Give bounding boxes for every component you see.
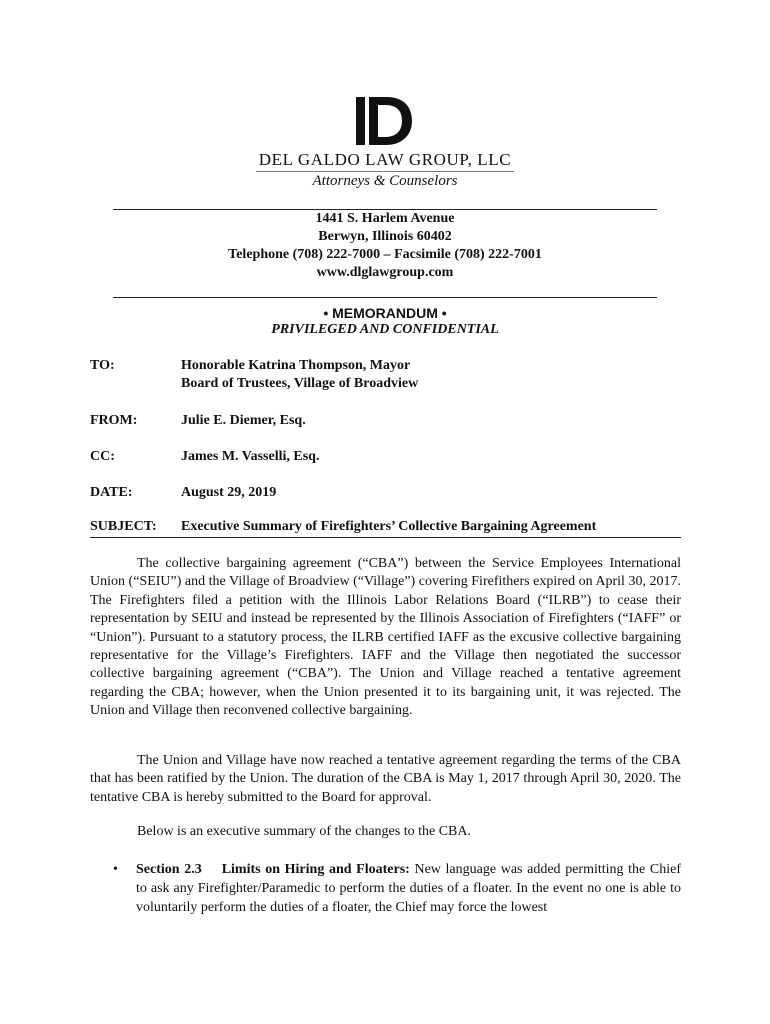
date-value: August 29, 2019 [181,485,277,500]
memo-title: • MEMORANDUM • [323,305,447,321]
firm-name: DEL GALDO LAW GROUP, LLC [258,150,512,169]
body-paragraph-3: Below is an executive summary of the changes to the CBA. [137,824,471,839]
summary-bullet-1 [136,860,681,917]
cc-value: James M. Vasselli, Esq. [181,449,320,464]
memo-confidential-label: PRIVILEGED AND CONFIDENTIAL [271,322,499,337]
firm-tagline: Attorneys & Counselors [312,173,458,189]
body-paragraph-1: The collective bargaining agreement (“CBA”) between the Service Employees International Union (“SEIU”) and the Village of Broadview (“Village”) covering Firefithers expired on April 30, 2017. The Firefighters filed a petition with the Illinois Labor Relations Board (“ILRB”) to cease their representation by SEIU and instead be represented by the Illinois Association of Firefighters (“IAFF” or “Union”). Pursuant to a statutory process, the ILRB certified IAFF as the excusive collective bargaining representative for the Village’s Firefighters. IAFF and the Village then negotiated the successor collective bargaining agreement (“CBA”). The Union and Village reached a tentative agreement regarding the CBA; however, when the Union presented it to its bargaining unit, it was rejected. The Union and Village then reconvened collective bargaining. [90,556,681,719]
website-line: www.dlglawgroup.com [316,265,454,280]
firm-logo-icon [356,95,412,145]
bullet-section-number: Section 2.3 [136,862,202,877]
bullet-heading: Limits on Hiring and Floaters: [221,862,410,877]
subject-label: SUBJECT: [90,519,157,534]
bullet-icon: • [113,862,118,877]
letterhead-top-rule [113,209,657,210]
address-line-2: Berwyn, Illinois 60402 [318,229,452,244]
letterhead-bottom-rule [113,297,657,298]
from-label: FROM: [90,413,138,428]
from-value: Julie E. Diemer, Esq. [181,413,306,428]
letterhead-divider [256,171,514,172]
to-recipient-2: Board of Trustees, Village of Broadview [181,376,419,391]
phone-fax-line: Telephone (708) 222-7000 – Facsimile (708) 222-7001 [228,247,542,262]
subject-value: Executive Summary of Firefighters’ Collective Bargaining Agreement [181,519,597,534]
body-paragraph-2: The Union and Village have now reached a tentative agreement regarding the terms of the CBA that has been ratified by the Union. The duration of the CBA is May 1, 2017 through April 30, 2020. The tentative CBA is hereby submitted to the Board for approval. [90,753,681,805]
to-recipient-1: Honorable Katrina Thompson, Mayor [181,358,411,373]
to-label: TO: [90,358,115,373]
subject-underline [90,537,681,538]
bullet-text: New language was added permitting the Chief to ask any Firefighter/Paramedic to perform the duties of a floater. In the event no one is able to voluntarily perform the duties of a floater, the Chief may force the lowest [136,862,682,915]
date-label: DATE: [90,485,133,500]
cc-label: CC: [90,449,115,464]
address-line-1: 1441 S. Harlem Avenue [315,211,455,226]
